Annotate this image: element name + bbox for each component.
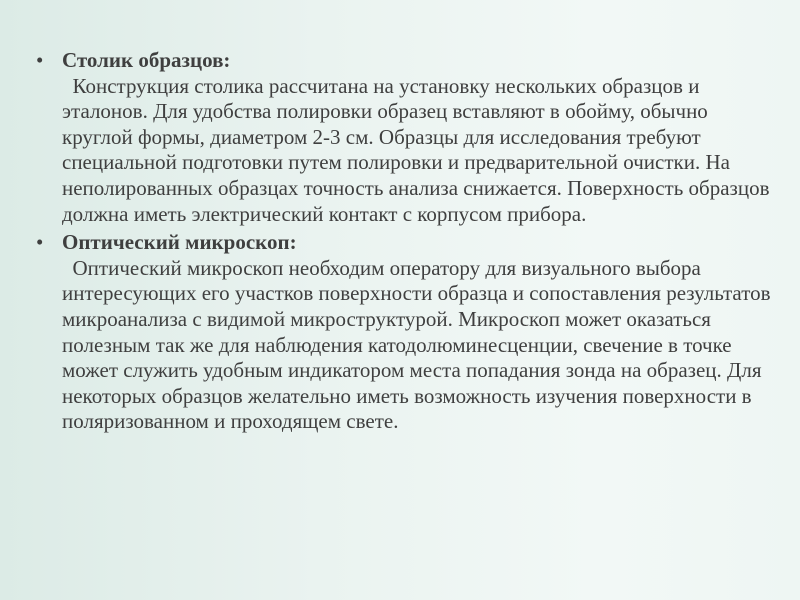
slide-content <box>36 48 776 435</box>
bullet-item-optical-microscope <box>36 230 776 435</box>
section-paragraph: Оптический микроскоп необходим оператору для визуального выбора интересующих его участков поверхности образца и сопоставления результатов микроанализа с видимой микроструктурой. Микроскоп может оказаться полезным так же для наблюдения катодолюминесценции, свечение в точке может служить удобным индикатором места попадания зонда на образец. Для некоторых образцов желательно иметь возможность изучения поверхности в поляризованном и проходящем свете. <box>62 255 776 434</box>
section-paragraph: Конструкция столика рассчитана на установку нескольких образцов и эталонов. Для удобства полировки образец вставляют в обойму, обычно круглой формы, диаметром 2-3 см. Образцы для исследования требуют специальной подготовки путем полировки и предварительной очистки. На неполированных образцах точность анализа снижается. Поверхность образцов должна иметь электрический контакт с корпусом прибора. <box>62 73 775 226</box>
section-heading: Оптический микроскоп: <box>62 230 297 255</box>
bullet-item-sample-stage <box>36 48 776 227</box>
section-heading: Столик образцов: <box>62 48 231 72</box>
bullet-icon: • <box>36 230 44 255</box>
bullet-icon: • <box>36 48 44 72</box>
